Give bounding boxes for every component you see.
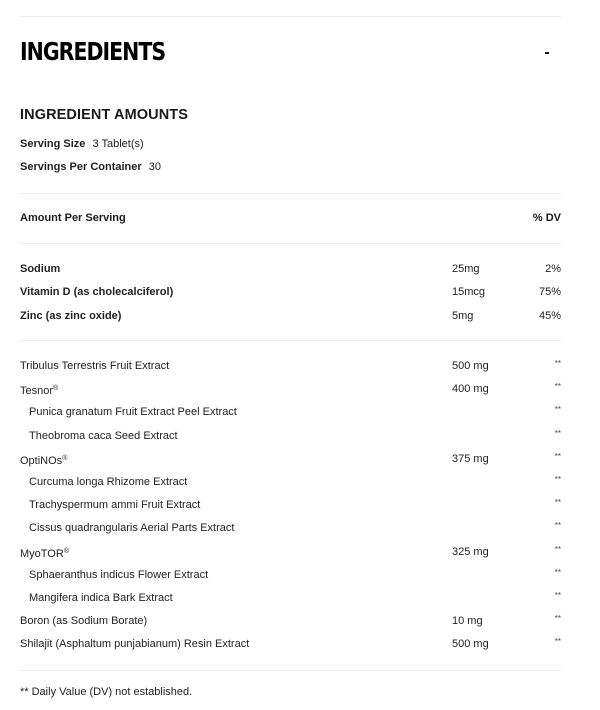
footnote: ** Daily Value (DV) not established. — [20, 686, 193, 698]
row-name-text: Curcuma longa Rhizome Extract — [29, 476, 188, 488]
row-name-text: Trachyspermum ammi Fruit Extract — [29, 499, 201, 512]
divider — [20, 670, 561, 671]
table-row — [20, 427, 561, 445]
servings-per-container-value: 30 — [148, 161, 161, 173]
table-row — [20, 403, 561, 421]
row-name — [20, 357, 169, 375]
row-name-text: Sodium — [20, 263, 61, 275]
table-row — [20, 260, 561, 278]
table-row — [20, 283, 561, 301]
row-dv: ** — [554, 405, 561, 415]
row-amount: 5mg — [452, 309, 474, 322]
table-row — [20, 612, 561, 630]
serving-size-value: 3 Tablet(s) — [92, 138, 144, 150]
row-name — [20, 450, 67, 470]
row-name — [29, 519, 234, 537]
row-dv: 75% — [538, 286, 561, 299]
row-name — [29, 403, 237, 421]
row-dv: 2% — [545, 263, 561, 275]
divider — [20, 340, 561, 341]
row-name — [20, 612, 147, 630]
row-name-text: OptiNOs — [20, 454, 63, 467]
row-amount: 500 mg — [452, 638, 489, 651]
row-name — [20, 635, 249, 653]
row-dv: ** — [554, 475, 561, 484]
ingredient-amounts-title: INGREDIENT AMOUNTS — [20, 107, 189, 123]
row-dv: ** — [554, 521, 561, 531]
row-name — [29, 427, 178, 445]
row-dv: ** — [554, 567, 561, 577]
row-name-text: Mangifera indica Bark Extract — [29, 592, 173, 604]
row-dv: ** — [554, 498, 561, 508]
row-dv: ** — [554, 428, 561, 438]
row-name — [29, 473, 187, 491]
row-amount: 15mcg — [452, 286, 486, 299]
row-dv: ** — [554, 382, 561, 392]
servings-per-container-label: Servings Per Container — [20, 161, 142, 173]
header-dv: % DV — [532, 212, 561, 224]
table-row — [20, 307, 561, 325]
row-name-text: Tesnor — [20, 385, 54, 398]
table-row — [20, 357, 561, 375]
row-name-text: Vitamin D (as cholecalciferol) — [20, 286, 174, 299]
row-amount: 10 mg — [452, 615, 483, 628]
row-amount: 325 mg — [452, 545, 489, 558]
table-row — [20, 635, 561, 653]
row-name — [20, 283, 173, 301]
top-divider — [20, 16, 561, 17]
row-dv: ** — [554, 359, 561, 368]
table-row — [20, 473, 561, 491]
row-name-text: Punica granatum Fruit Extract Peel Extract — [29, 406, 237, 419]
registered-mark: ® — [53, 385, 59, 393]
row-name-text: Tribulus Terrestris Fruit Extract — [20, 360, 170, 372]
table-row — [20, 380, 561, 398]
row-name — [20, 307, 121, 325]
serving-size-label: Serving Size — [20, 138, 86, 150]
row-amount: 25mg — [452, 263, 480, 275]
row-name-text: Shilajit (Asphaltum punjabianum) Resin Extract — [20, 638, 250, 651]
row-name-text: Theobroma caca Seed Extract — [29, 429, 178, 442]
divider — [20, 243, 561, 244]
servings-per-container — [20, 161, 161, 173]
row-amount: 400 mg — [452, 383, 489, 396]
table-row — [20, 450, 561, 468]
row-dv: ** — [554, 544, 561, 554]
registered-mark: ® — [63, 547, 69, 555]
table-row — [20, 543, 561, 561]
table-header — [20, 209, 561, 227]
table-row — [20, 519, 561, 537]
section-heading: INGREDIENTS — [20, 37, 166, 66]
collapse-toggle-icon[interactable]: - — [544, 44, 550, 61]
row-name — [20, 380, 58, 400]
row-dv: ** — [554, 614, 561, 624]
registered-mark: ® — [62, 454, 68, 462]
table-row — [20, 566, 561, 584]
row-dv: ** — [554, 591, 561, 600]
row-name-text: Boron (as Sodium Borate) — [20, 615, 148, 628]
row-name-text: Zinc (as zinc oxide) — [20, 309, 122, 322]
row-dv: 45% — [538, 309, 561, 322]
row-name-text: Cissus quadrangularis Aerial Parts Extract — [29, 522, 235, 535]
row-amount: 500 mg — [452, 360, 489, 372]
row-dv: ** — [554, 451, 561, 461]
row-amount: 375 mg — [452, 452, 489, 465]
row-dv: ** — [554, 637, 561, 647]
header-amount-per-serving: Amount Per Serving — [20, 212, 126, 224]
row-name — [20, 260, 60, 278]
row-name — [29, 566, 208, 584]
table-row — [20, 589, 561, 607]
row-name — [20, 543, 69, 563]
table-row — [20, 496, 561, 514]
row-name-text: Sphaeranthus indicus Flower Extract — [29, 568, 209, 581]
row-name — [29, 496, 200, 514]
row-name-text: MyoTOR — [20, 547, 64, 560]
serving-size — [20, 138, 144, 150]
row-name — [29, 589, 173, 607]
divider — [20, 193, 561, 194]
